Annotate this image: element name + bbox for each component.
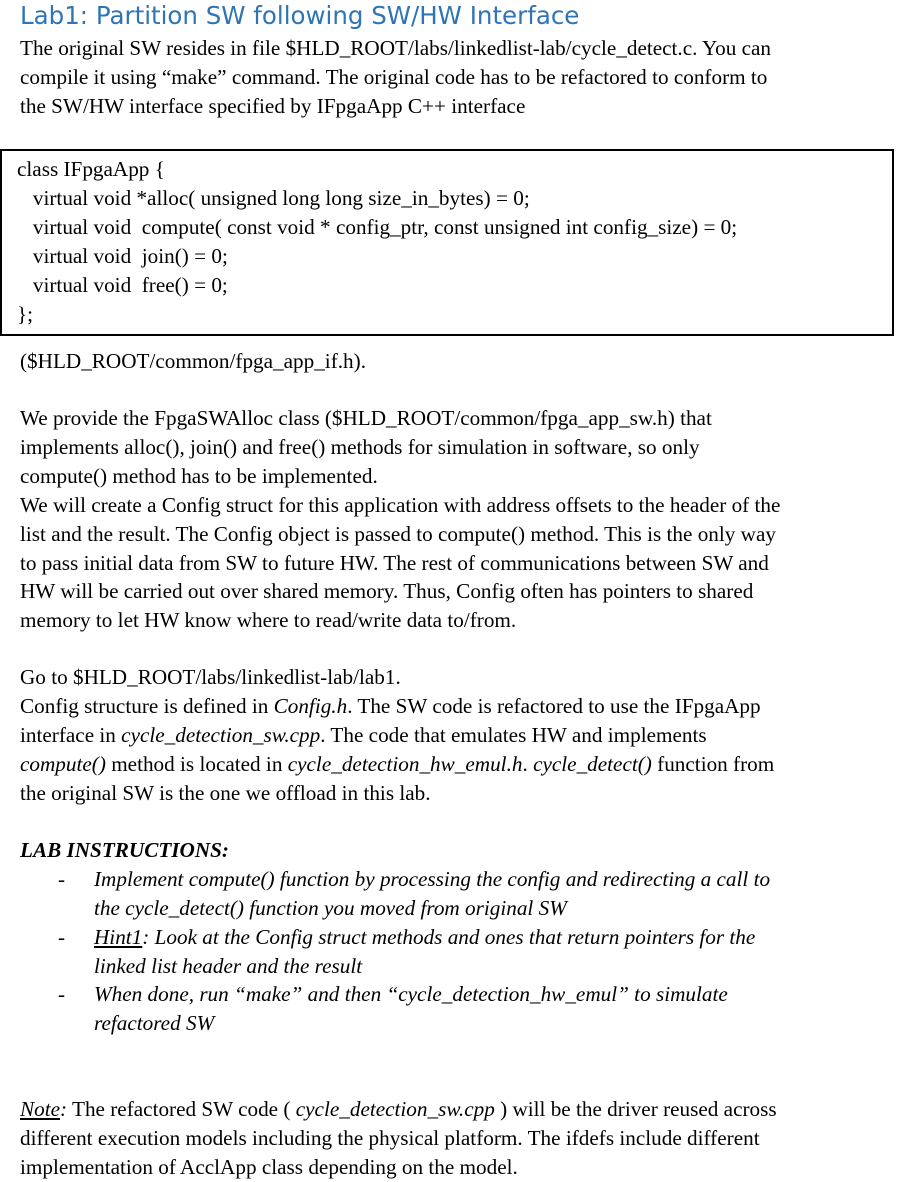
provide-line: HW will be carried out over shared memory. Thus, Config often has pointers to shared xyxy=(20,579,754,604)
goto-line: Go to $HLD_ROOT/labs/linkedlist-lab/lab1. xyxy=(20,665,401,689)
code-line: virtual void compute( const void * config_ptr, const unsigned int config_size) = 0; xyxy=(17,215,738,239)
instruction-line: refactored SW xyxy=(94,1010,215,1035)
intro-paragraph xyxy=(20,34,771,121)
config-line-1 xyxy=(20,692,774,721)
provide-line: We will create a Config struct for this application with address offsets to the header of the xyxy=(20,492,781,517)
text-run: function from xyxy=(651,751,775,776)
text-run: . The code that emulates HW and implements xyxy=(320,722,707,747)
provide-paragraph xyxy=(20,404,780,635)
function-name: cycle_detect() xyxy=(533,751,652,776)
file-name: cycle_detection_hw_emul.h xyxy=(287,751,523,776)
instruction-line xyxy=(94,923,755,952)
config-line-4: the original SW is the one we offload in this lab. xyxy=(20,780,431,805)
provide-line: to pass initial data from SW to future HW. The rest of communications between SW and xyxy=(20,550,769,575)
instruction-line: the cycle_detect() function you moved from original SW xyxy=(94,895,567,920)
note-line-3: implementation of AcclApp class depending on the model. xyxy=(20,1154,518,1179)
config-paragraph xyxy=(20,692,774,808)
text-run: . xyxy=(522,751,534,776)
function-name: compute() xyxy=(20,751,106,776)
provide-line: We provide the FpgaSWAlloc class ($HLD_ROOT/common/fpga_app_sw.h) that xyxy=(20,406,712,430)
config-line-3 xyxy=(20,750,774,779)
header-path: ($HLD_ROOT/common/fpga_app_if.h). xyxy=(20,349,366,373)
text-run: . The SW code is refactored to use the IFpgaApp xyxy=(347,694,761,718)
code-line: virtual void join() = 0; xyxy=(17,244,228,268)
instruction-text xyxy=(94,923,755,981)
file-name: cycle_detection_sw.cpp xyxy=(295,1097,495,1121)
intro-line: The original SW resides in file $HLD_ROOT/labs/linkedlist-lab/cycle_detect.c. You can xyxy=(20,36,772,60)
list-dash: - xyxy=(58,925,66,949)
hint-label: Hint1 xyxy=(94,925,143,949)
code-line: virtual void free() = 0; xyxy=(17,273,228,297)
list-dash: - xyxy=(58,867,66,891)
provide-line: memory to let HW know where to read/write data to/from. xyxy=(20,608,517,633)
text-run: : Look at the Config struct methods and ones that return pointers for the xyxy=(142,925,756,949)
text-run: ) will be the driver reused across xyxy=(494,1097,777,1121)
intro-line: the SW/HW interface specified by IFpgaApp C++ interface xyxy=(20,93,526,118)
instruction-line: Implement compute() function by processing the config and redirecting a call to xyxy=(94,867,771,891)
note-line-2: different execution models including the physical platform. The ifdefs include different xyxy=(20,1125,760,1150)
instruction-line: When done, run “make” and then “cycle_detection_hw_emul” to simulate xyxy=(94,982,728,1006)
text-run: interface in xyxy=(20,722,122,747)
provide-line: list and the result. The Config object is passed to compute() method. This is the only way xyxy=(20,521,776,546)
instruction-text xyxy=(94,865,770,923)
text-run: method is located in xyxy=(105,751,288,776)
lab-heading: Lab1: Partition SW following SW/HW Interface xyxy=(20,1,580,30)
text-run: Config structure is defined in xyxy=(20,694,274,718)
instruction-line: linked list header and the result xyxy=(94,953,363,978)
code-box xyxy=(0,149,894,336)
file-name: cycle_detection_sw.cpp xyxy=(121,722,321,747)
config-line-2 xyxy=(20,721,774,750)
intro-line: compile it using “make” command. The original code has to be refactored to conform to xyxy=(20,64,768,89)
code-line: class IFpgaApp { xyxy=(17,157,165,181)
lab-instructions-title: LAB INSTRUCTIONS: xyxy=(20,838,229,862)
text-run: The refactored SW code ( xyxy=(67,1097,296,1121)
note-paragraph xyxy=(20,1095,777,1182)
code-line: }; xyxy=(17,302,34,326)
text-run: : xyxy=(60,1097,68,1121)
provide-line: implements alloc(), join() and free() methods for simulation in software, so only xyxy=(20,434,700,459)
code-line: virtual void *alloc( unsigned long long size_in_bytes) = 0; xyxy=(17,186,530,210)
list-dash: - xyxy=(58,982,66,1006)
note-label: Note xyxy=(20,1097,61,1121)
provide-line: compute() method has to be implemented. xyxy=(20,463,378,488)
note-line-1 xyxy=(20,1095,777,1124)
file-name: Config.h xyxy=(273,694,348,718)
instruction-text xyxy=(94,980,728,1038)
